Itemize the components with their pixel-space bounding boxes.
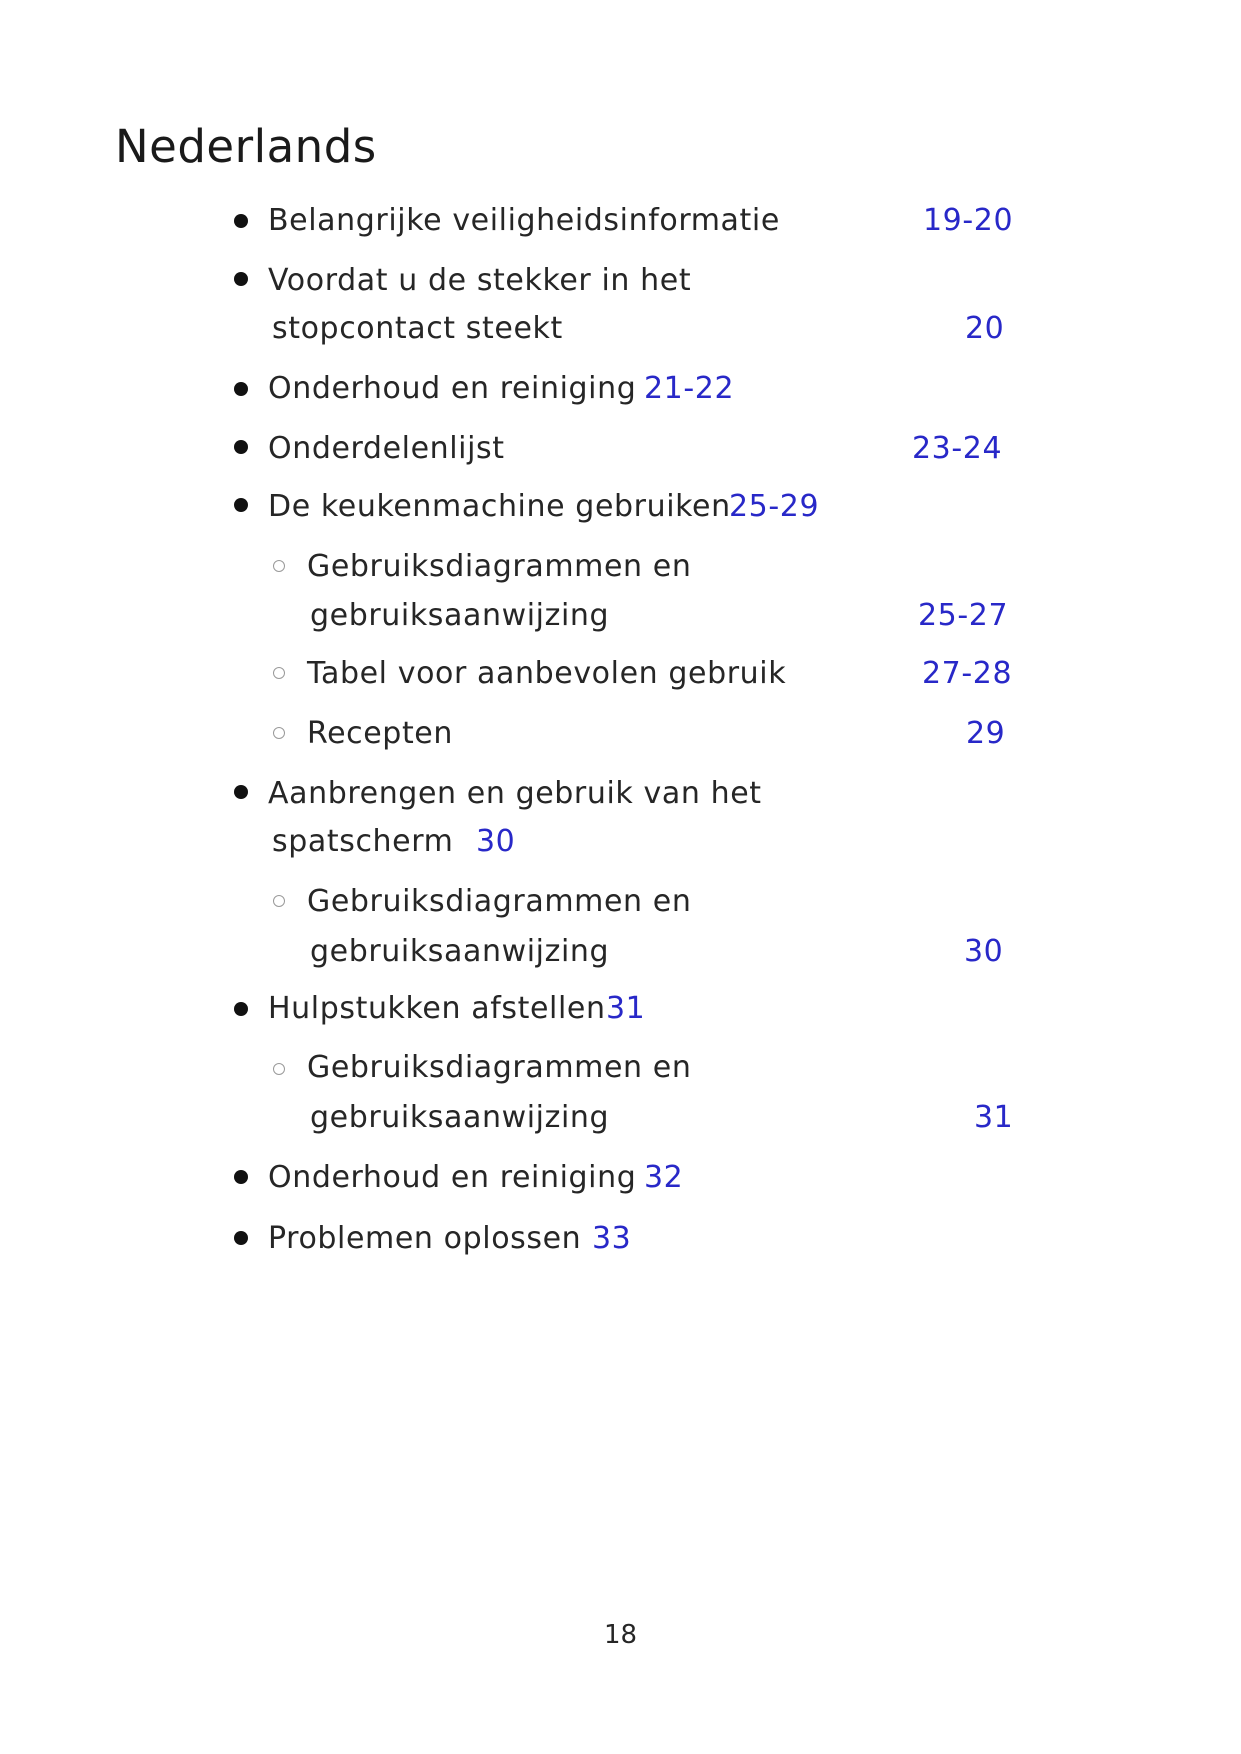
bullet-icon (234, 498, 248, 512)
toc-item-text: Problemen oplossen (268, 1221, 582, 1256)
bullet-icon (234, 440, 248, 454)
bullet-icon (234, 1002, 248, 1016)
toc-subitem-text-continued: gebruiksaanwijzing (310, 598, 610, 633)
toc-item-text: Aanbrengen en gebruik van het (268, 776, 762, 811)
toc-item-pages[interactable]: 19-20 (923, 203, 1014, 238)
bullet-icon (234, 1170, 248, 1184)
sub-bullet-icon (273, 667, 285, 679)
bullet-icon (234, 785, 248, 799)
toc-subitem-text: Tabel voor aanbevolen gebruik (307, 656, 787, 691)
toc-subitem-text: Gebruiksdiagrammen en (307, 549, 692, 584)
toc-item-text-continued: spatscherm (272, 824, 454, 859)
sub-bullet-icon (273, 560, 285, 572)
toc-subitem-text: Gebruiksdiagrammen en (307, 1050, 692, 1085)
toc-subitem-pages[interactable]: 29 (966, 716, 1006, 751)
toc-subitem-pages[interactable]: 30 (964, 934, 1004, 969)
toc-item-text: Voordat u de stekker in het (268, 263, 692, 298)
toc-item-pages[interactable]: 33 (592, 1221, 632, 1256)
toc-subitem-text: Recepten (307, 716, 453, 751)
toc-subitem-pages[interactable]: 31 (974, 1100, 1014, 1135)
page-number: 18 (603, 1620, 638, 1650)
toc-subitem-pages[interactable]: 25-27 (918, 598, 1009, 633)
toc-item-pages[interactable]: 21-22 (644, 371, 735, 406)
toc-subitem-pages[interactable]: 27-28 (922, 656, 1013, 691)
sub-bullet-icon (273, 895, 285, 907)
toc-item-text-continued: stopcontact steekt (272, 311, 563, 346)
toc-subitem-text: Gebruiksdiagrammen en (307, 884, 692, 919)
toc-item-pages[interactable]: 32 (644, 1160, 684, 1195)
bullet-icon (234, 382, 248, 396)
page-title: Nederlands (115, 120, 377, 173)
toc-item-pages[interactable]: 25-29 (729, 489, 820, 524)
toc-item-pages[interactable]: 31 (606, 991, 646, 1026)
toc-item-text: Hulpstukken afstellen (268, 991, 606, 1026)
toc-item-text: Belangrijke veiligheidsinformatie (268, 203, 780, 238)
sub-bullet-icon (273, 1063, 285, 1075)
toc-item-pages[interactable]: 20 (965, 311, 1005, 346)
toc-item-text: Onderhoud en reiniging (268, 371, 637, 406)
bullet-icon (234, 1231, 248, 1245)
toc-item-text: De keukenmachine gebruiken (268, 489, 731, 524)
toc-item-pages[interactable]: 23-24 (912, 431, 1003, 466)
toc-subitem-text-continued: gebruiksaanwijzing (310, 1100, 610, 1135)
toc-item-text: Onderdelenlijst (268, 431, 505, 466)
toc-item-pages[interactable]: 30 (476, 824, 516, 859)
bullet-icon (234, 272, 248, 286)
toc-item-text: Onderhoud en reiniging (268, 1160, 637, 1195)
sub-bullet-icon (273, 727, 285, 739)
bullet-icon (234, 214, 248, 228)
toc-subitem-text-continued: gebruiksaanwijzing (310, 934, 610, 969)
